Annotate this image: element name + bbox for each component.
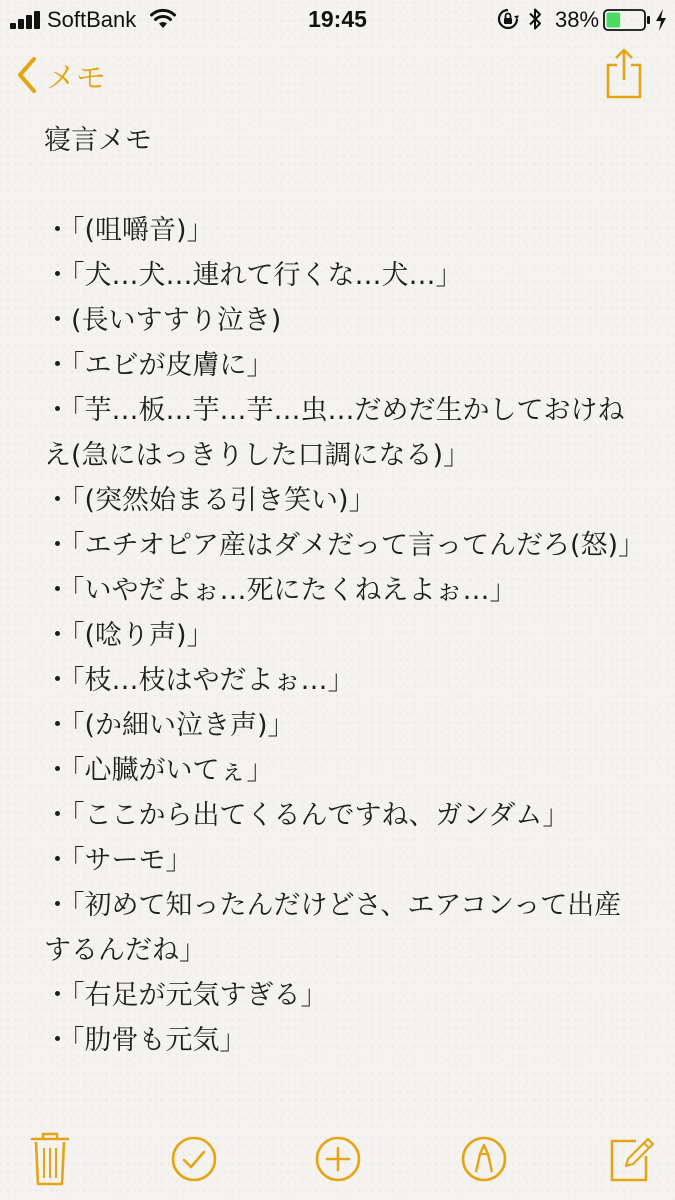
add-icon	[314, 1128, 362, 1190]
note-line: ・(長いすすり泣き)	[44, 305, 282, 336]
note-title: 寝言メモ	[44, 125, 152, 156]
bluetooth-icon	[527, 7, 543, 31]
note-line: ・「(咀嚼音)」	[44, 215, 214, 246]
checklist-button[interactable]	[170, 1128, 218, 1190]
share-icon	[604, 46, 644, 100]
note-line: ・「(か細い泣き声)」	[44, 710, 295, 741]
markup-button[interactable]	[460, 1128, 508, 1190]
note-line: ・「犬…犬…連れて行くな…犬…」	[44, 260, 463, 291]
battery-percentage: 38%	[555, 7, 600, 32]
charging-bolt-icon	[654, 8, 668, 32]
note-line: ・「初めて知ったんだけどさ、エアコンって出産するんだね」	[44, 890, 622, 966]
note-line: ・「エチオピア産はダメだって言ってんだろ(怒)」	[44, 530, 646, 561]
note-line: ・「枝…枝はやだよぉ…」	[44, 665, 355, 696]
compose-button[interactable]	[606, 1128, 654, 1190]
note-line: ・「(突然始まる引き笑い)」	[44, 485, 376, 516]
blank-line	[44, 163, 644, 208]
note-line: ・「心臓がいてぇ」	[44, 755, 274, 786]
note-line: ・「エビが皮膚に」	[44, 350, 274, 381]
note-line: ・「(唸り声)」	[44, 620, 214, 651]
note-line: ・「芋…板…芋…芋…虫…だめだ生かしておけねえ(急にはっきりした口調になる)」	[44, 395, 625, 471]
share-button[interactable]	[604, 46, 644, 100]
back-button-label: メモ	[46, 61, 106, 96]
note-line: ・「右足が元気すぎる」	[44, 980, 328, 1011]
markup-icon	[460, 1128, 508, 1190]
compose-icon	[606, 1128, 654, 1190]
delete-button[interactable]	[26, 1128, 74, 1190]
chevron-left-icon	[16, 56, 38, 94]
note-line: ・「いやだよぉ…死にたくねえよぉ…」	[44, 575, 517, 606]
carrier-name: SoftBank	[47, 7, 137, 32]
trash-icon	[26, 1128, 74, 1190]
bottom-toolbar	[0, 1128, 675, 1190]
checklist-icon	[170, 1128, 218, 1190]
rotation-lock-icon	[497, 8, 519, 30]
note-line: ・「サーモ」	[44, 845, 193, 876]
add-button[interactable]	[314, 1128, 362, 1190]
note-line: ・「ここから出てくるんですね、ガンダム」	[44, 800, 570, 831]
note-body[interactable]	[44, 118, 644, 1063]
back-button[interactable]	[16, 52, 106, 98]
note-line: ・「肋骨も元気」	[44, 1025, 247, 1056]
clock: 19:45	[308, 6, 367, 32]
battery-icon	[603, 9, 651, 31]
status-bar	[0, 0, 675, 40]
